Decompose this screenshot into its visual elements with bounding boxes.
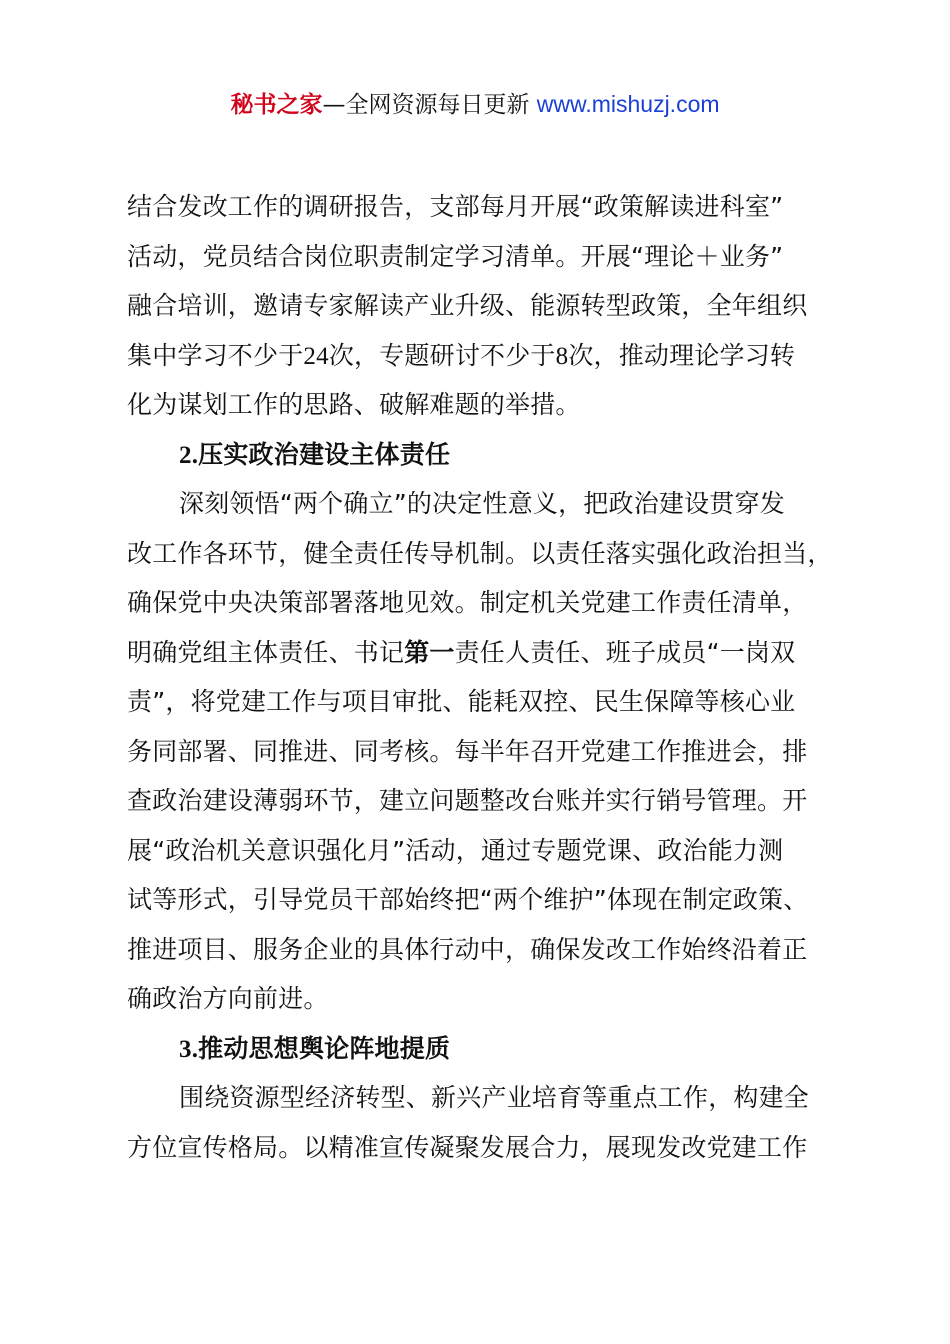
paragraph-line (127, 628, 839, 678)
text-run: 责任人责任、班子成员“一岗双 (454, 637, 796, 667)
bold-text: 第一 (404, 637, 455, 667)
heading-text: 推动思想舆论阵地提质 (198, 1033, 451, 1063)
paragraph-line: 试等形式，引导党员干部始终把“两个维护”体现在制定政策、 (127, 885, 809, 914)
section-heading-2 (127, 430, 839, 480)
text-run: 次，推动理论学习转 (568, 340, 796, 370)
paragraph-line: 围绕资源型经济转型、新兴产业培育等重点工作，构建全 (179, 1083, 810, 1112)
paragraph-line: 确政治方向前进。 (127, 984, 329, 1013)
text-run: 明确党组主体责任、书记 (127, 637, 405, 667)
number: 24 (303, 342, 329, 370)
paragraph-line: 方位宣传格局。以精准宣传凝聚发展合力，展现发改党建工作 (127, 1132, 808, 1162)
brand-name: 秘书之家 (230, 92, 323, 118)
document-body (127, 182, 839, 1172)
paragraph-line: 展“政治机关意识强化月”活动，通过专题党课、政治能力测 (127, 835, 784, 865)
paragraph-line: 深刻领悟“两个确立”的决定性意义，把政治建设贯穿发 (179, 489, 785, 518)
paragraph-line: 活动，党员结合岗位职责制定学习清单。开展“理论＋业务” (127, 241, 784, 271)
paragraph-line: 确保党中央决策部署落地见效。制定机关党建工作责任清单， (127, 588, 808, 617)
heading-number: 2. (179, 441, 199, 469)
paragraph-line (127, 331, 839, 381)
paragraph-line: 化为谋划工作的思路、破解难题的举措。 (127, 390, 581, 419)
paragraph-line: 查政治建设薄弱环节，建立问题整改台账并实行销号管理。开 (127, 786, 808, 815)
paragraph-line: 责”，将党建工作与项目审批、能耗双控、民生保障等核心业 (127, 687, 796, 716)
heading-text: 压实政治建设主体责任 (198, 439, 451, 469)
paragraph-line: 融合培训，邀请专家解读产业升级、能源转型政策，全年组织 (127, 291, 808, 320)
section-heading-3 (127, 1024, 839, 1074)
paragraph-line: 结合发改工作的调研报告，支部每月开展“政策解读进科室” (127, 192, 784, 221)
text-run: 集中学习不少于 (127, 340, 304, 370)
paragraph-line: 推进项目、服务企业的具体行动中，确保发改工作始终沿着正 (127, 934, 808, 964)
text-run: 次，专题研讨不少于 (328, 340, 556, 370)
site-header (0, 88, 950, 121)
site-url[interactable]: www.mishuzj.com (536, 91, 720, 117)
heading-number: 3. (179, 1035, 199, 1063)
paragraph-line: 改工作各环节，健全责任传导机制。以责任落实强化政治担当， (127, 538, 833, 568)
number: 8 (555, 342, 569, 370)
header-tagline: —全网资源每日更新 (322, 92, 537, 118)
paragraph-line: 务同部署、同推进、同考核。每半年召开党建工作推进会，排 (127, 736, 808, 766)
